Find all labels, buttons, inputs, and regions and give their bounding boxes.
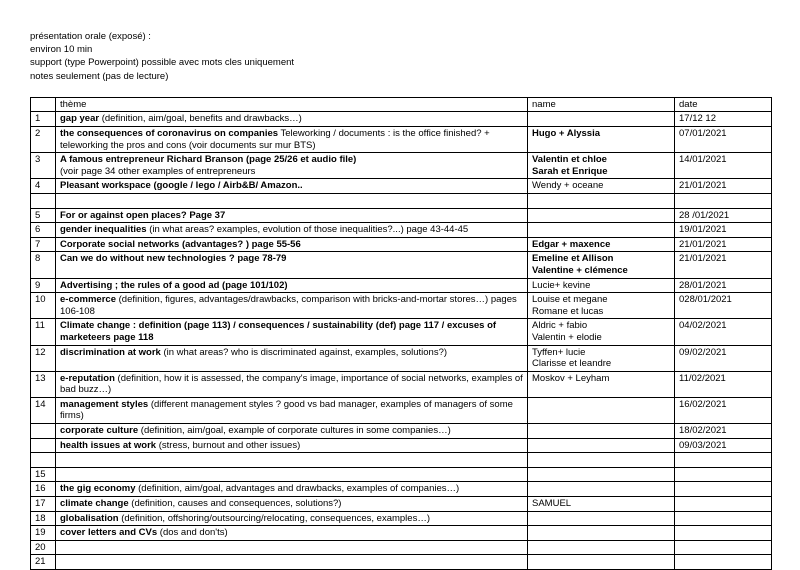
table-row <box>31 293 772 319</box>
table-row <box>31 345 772 371</box>
table-row <box>31 237 772 252</box>
row-name-line-2: Sarah et Enrique <box>532 165 608 177</box>
table-row <box>31 453 772 468</box>
header-theme: thème <box>56 97 528 112</box>
row-date: 19/01/2021 <box>675 223 772 238</box>
row-theme: For or against open places? Page 37 <box>56 208 528 223</box>
header-name: name <box>528 97 675 112</box>
row-name: SAMUEL <box>528 497 675 512</box>
row-theme <box>56 540 528 555</box>
row-name <box>528 208 675 223</box>
row-number: 13 <box>31 371 56 397</box>
row-theme: cover letters and CVs (dos and don'ts) <box>56 526 528 541</box>
table-header-row <box>31 97 772 112</box>
row-number: 11 <box>31 319 56 345</box>
row-number: 4 <box>31 179 56 194</box>
row-theme <box>56 453 528 468</box>
row-date: 21/01/2021 <box>675 237 772 252</box>
table-row <box>31 208 772 223</box>
row-date: 07/01/2021 <box>675 127 772 153</box>
row-name: Louise et megane Romane et lucas <box>528 293 675 319</box>
row-date: 18/02/2021 <box>675 424 772 439</box>
row-number: 12 <box>31 345 56 371</box>
row-number <box>31 438 56 453</box>
row-theme: the gig economy (definition, aim/goal, advantages and drawbacks, examples of companies…) <box>56 482 528 497</box>
row-name: Moskov + Leyham <box>528 371 675 397</box>
row-date <box>675 467 772 482</box>
row-number: 3 <box>31 153 56 179</box>
intro-line-1: présentation orale (exposé) : <box>30 31 151 42</box>
row-date: 028/01/2021 <box>675 293 772 319</box>
row-name <box>528 112 675 127</box>
row-name: Lucie+ kevine <box>528 278 675 293</box>
row-name <box>528 511 675 526</box>
row-date <box>675 193 772 208</box>
row-theme: the consequences of coronavirus on companies Teleworking / documents : is the office finished? + teleworking the pros and cons (voir documents sur mur BTS) <box>56 127 528 153</box>
row-theme <box>56 555 528 570</box>
row-name <box>528 540 675 555</box>
table-row <box>31 319 772 345</box>
row-number: 16 <box>31 482 56 497</box>
row-name: Tyffen+ lucie Clarisse et leandre <box>528 345 675 371</box>
table-row <box>31 540 772 555</box>
row-name: Hugo + Alyssia <box>528 127 675 153</box>
row-date: 16/02/2021 <box>675 397 772 423</box>
row-date: 17/12 12 <box>675 112 772 127</box>
row-theme: discrimination at work (in what areas? who is discriminated against, examples, solutions?) <box>56 345 528 371</box>
row-name <box>528 555 675 570</box>
row-name-line-2: Romane et lucas <box>532 305 604 317</box>
row-name <box>528 223 675 238</box>
table-row <box>31 438 772 453</box>
table-row <box>31 555 772 570</box>
row-name: Wendy + oceane <box>528 179 675 194</box>
intro-line-4: notes seulement (pas de lecture) <box>30 70 169 82</box>
row-theme: e-commerce (definition, figures, advantages/drawbacks, comparison with bricks-and-mortar stores…) pages 106-108 <box>56 293 528 319</box>
row-number: 15 <box>31 467 56 482</box>
table-row <box>31 252 772 278</box>
row-name <box>528 467 675 482</box>
row-date <box>675 540 772 555</box>
table-row <box>31 127 772 153</box>
row-number <box>31 453 56 468</box>
row-date <box>675 482 772 497</box>
row-date: 14/01/2021 <box>675 153 772 179</box>
row-number <box>31 424 56 439</box>
table-row <box>31 371 772 397</box>
row-number: 1 <box>31 112 56 127</box>
row-theme: e-reputation (definition, how it is assessed, the company's image, importance of social networks, examples of bad buzz…) <box>56 371 528 397</box>
row-name <box>528 397 675 423</box>
row-date: 11/02/2021 <box>675 371 772 397</box>
row-theme: Can we do without new technologies ? page 78-79 <box>56 252 528 278</box>
table-row <box>31 511 772 526</box>
row-number: 6 <box>31 223 56 238</box>
row-theme: Pleasant workspace (google / lego / Airb&B/ Amazon.. <box>56 179 528 194</box>
table-row <box>31 112 772 127</box>
row-number: 17 <box>31 497 56 512</box>
row-name: Emeline et Allison Valentine + clémence <box>528 252 675 278</box>
row-theme <box>56 193 528 208</box>
row-name <box>528 424 675 439</box>
table-row <box>31 193 772 208</box>
row-date <box>675 453 772 468</box>
row-number: 20 <box>31 540 56 555</box>
table-row <box>31 223 772 238</box>
row-theme: globalisation (definition, offshoring/outsourcing/relocating, consequences, examples…) <box>56 511 528 526</box>
row-date: 04/02/2021 <box>675 319 772 345</box>
row-theme: management styles (different management styles ? good vs bad manager, examples of managers of some firms) <box>56 397 528 423</box>
row-number: 18 <box>31 511 56 526</box>
row-date: 09/02/2021 <box>675 345 772 371</box>
row-date <box>675 526 772 541</box>
row-date <box>675 497 772 512</box>
intro-line-2: environ 10 min <box>30 44 93 56</box>
row-name <box>528 482 675 497</box>
row-theme: gap year (definition, aim/goal, benefits and drawbacks…) <box>56 112 528 127</box>
row-date: 21/01/2021 <box>675 252 772 278</box>
row-number: 7 <box>31 237 56 252</box>
row-theme: Climate change : definition (page 113) / consequences / sustainability (def) page 117 / excuses of marketeers page 118 <box>56 319 528 345</box>
row-theme: climate change (definition, causes and consequences, solutions?) <box>56 497 528 512</box>
table-row <box>31 153 772 179</box>
row-name-line-2: Valentine + clémence <box>532 264 628 276</box>
row-date <box>675 555 772 570</box>
row-date <box>675 511 772 526</box>
header-num <box>31 97 56 112</box>
table-row <box>31 482 772 497</box>
row-number: 9 <box>31 278 56 293</box>
row-theme: gender inequalities (in what areas? examples, evolution of those inequalities?...) page 43-44-45 <box>56 223 528 238</box>
row-number: 10 <box>31 293 56 319</box>
table-row <box>31 397 772 423</box>
row-date: 09/03/2021 <box>675 438 772 453</box>
table-row <box>31 497 772 512</box>
row-date: 28 /01/2021 <box>675 208 772 223</box>
row-name <box>528 193 675 208</box>
row-number: 8 <box>31 252 56 278</box>
row-theme: Advertising ; the rules of a good ad (page 101/102) <box>56 278 528 293</box>
row-name <box>528 526 675 541</box>
table-row <box>31 467 772 482</box>
row-name <box>528 453 675 468</box>
schedule-table <box>30 97 772 570</box>
intro-block <box>30 30 772 83</box>
intro-line-3: support (type Powerpoint) possible avec mots cles uniquement <box>30 57 295 69</box>
row-name <box>528 438 675 453</box>
row-theme: Corporate social networks (advantages? ) page 55-56 <box>56 237 528 252</box>
row-theme <box>56 467 528 482</box>
table-row <box>31 179 772 194</box>
row-name-line-2: Clarisse et leandre <box>532 358 612 370</box>
row-name: Edgar + maxence <box>528 237 675 252</box>
row-theme: A famous entrepreneur Richard Branson (page 25/26 et audio file) (voir page 34 other examples of entrepreneurs <box>56 153 528 179</box>
row-number: 5 <box>31 208 56 223</box>
row-number <box>31 193 56 208</box>
header-date: date <box>675 97 772 112</box>
table-row <box>31 278 772 293</box>
row-date: 28/01/2021 <box>675 278 772 293</box>
row-number: 21 <box>31 555 56 570</box>
row-name-line-2: Valentin + elodie <box>532 331 602 343</box>
row-name: Valentin et chloe Sarah et Enrique <box>528 153 675 179</box>
row-number: 14 <box>31 397 56 423</box>
row-theme-line-2: (voir page 34 other examples of entrepreneurs <box>60 165 256 177</box>
row-number: 19 <box>31 526 56 541</box>
row-theme: corporate culture (definition, aim/goal, example of corporate cultures in some companies…) <box>56 424 528 439</box>
row-number: 2 <box>31 127 56 153</box>
row-date: 21/01/2021 <box>675 179 772 194</box>
row-theme: health issues at work (stress, burnout and other issues) <box>56 438 528 453</box>
table-row <box>31 424 772 439</box>
table-row <box>31 526 772 541</box>
table-body <box>31 112 772 570</box>
row-name: Aldric + fabio Valentin + elodie <box>528 319 675 345</box>
